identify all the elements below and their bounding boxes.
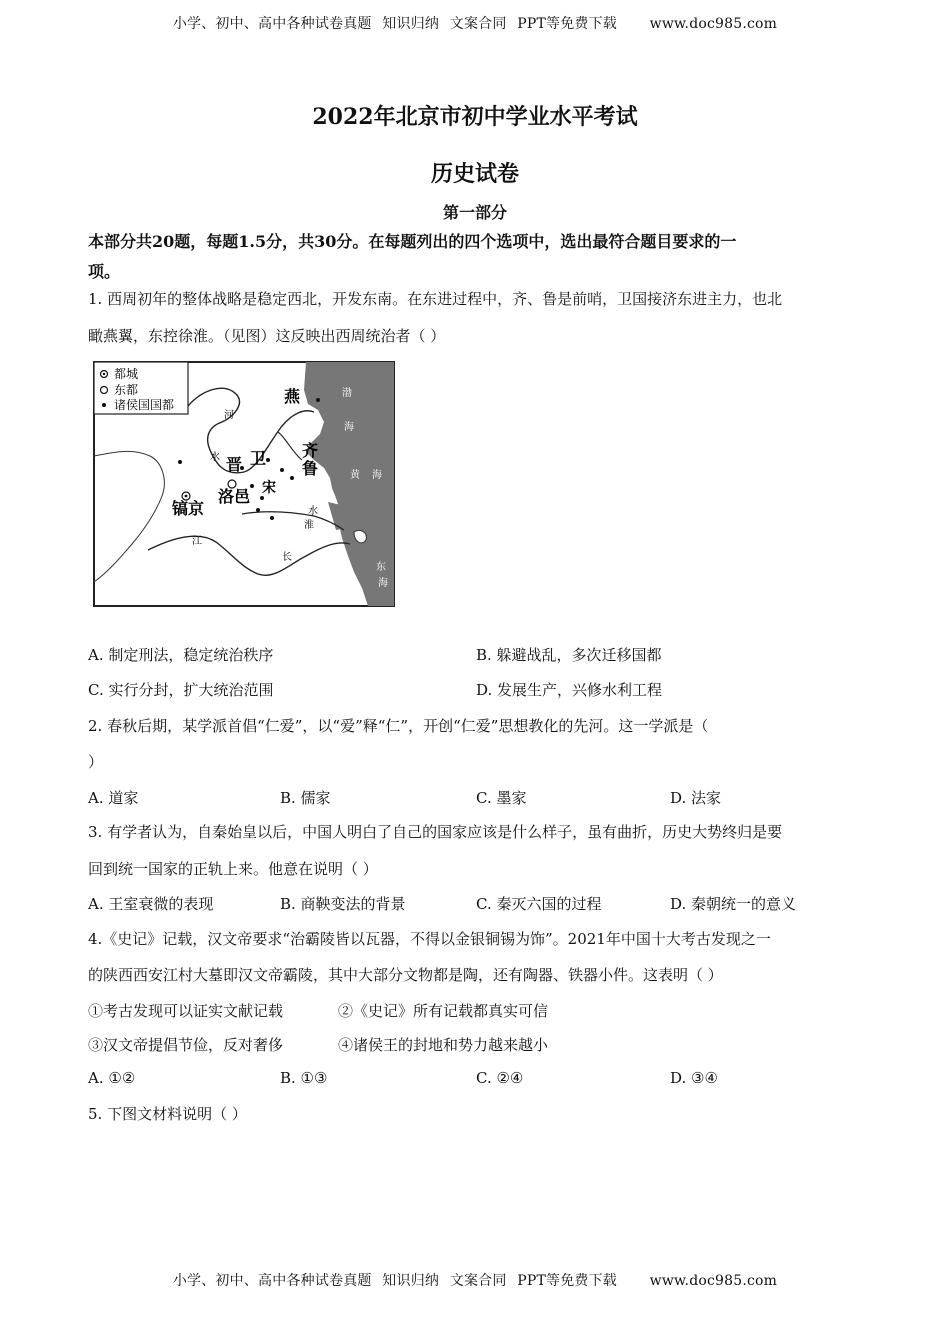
q3-option-b[interactable]: B. 商鞅变法的背景 [280,895,406,913]
label-dong: 东 [376,562,386,573]
q2-stem-line-1: 2. 春秋后期，某学派首倡“仁爱”，以“爱”释“仁”，开创“仁爱”思想教化的先河。这一学派是（ [88,717,709,735]
label-yan: 燕 [284,387,301,406]
q2-option-c[interactable]: C. 墨家 [476,789,527,807]
q2-option-a[interactable]: A. 道家 [88,789,139,807]
footer-url[interactable]: www.doc985.com [649,1273,778,1289]
q1-option-a[interactable]: A. 制定刑法，稳定统治秩序 [88,646,274,664]
q1-option-b[interactable]: B. 躲避战乱，多次迁移国都 [476,646,662,664]
footer-left-text: 小学、初中、高中各种试卷真题 [172,1273,372,1289]
header-url[interactable]: www.doc985.com [649,16,778,32]
city-dot [266,458,270,462]
city-dot [280,468,284,472]
page-header [0,13,950,33]
instructions-line-2: 项。 [88,262,121,281]
q3-stem-line-1: 3. 有学者认为，自秦始皇以后，中国人明白了自己的国家应该是什么样子，虽有曲折，历史大势终归是要 [88,823,783,841]
q4-statement-3: ③汉文帝提倡节俭，反对奢侈 [88,1036,284,1054]
legend-capital-dot [103,373,105,375]
exam-subtitle: 历史试卷 [430,161,519,187]
page-footer [0,1270,950,1290]
label-bo: 渤 [342,388,352,399]
label-shui-1: 水 [210,452,220,463]
city-dot [256,508,260,512]
footer-mid-text2: 文案合同 [449,1273,507,1289]
footer-mid-text: 知识归纳 [382,1273,440,1289]
q4-option-d[interactable]: D. ③④ [670,1069,718,1087]
q1-stem-line-1: 1. 西周初年的整体战略是稳定西北，开发东南。在东进过程中，齐、鲁是前哨，卫国接济东进主力，也北 [88,290,783,308]
q4-option-c[interactable]: C. ②④ [476,1069,524,1087]
label-luoyi: 洛邑 [218,487,251,506]
city-dot [260,496,264,500]
label-huang: 黄 [350,470,360,481]
q4-statement-1: ①考古发现可以证实文献记载 [88,1002,284,1020]
label-jin: 晋 [226,455,243,474]
header-mid-text2: 文案合同 [449,16,507,32]
q2-option-b[interactable]: B. 儒家 [280,789,331,807]
label-qi: 齐 [302,441,319,460]
q1-option-d[interactable]: D. 发展生产，兴修水利工程 [476,681,663,699]
footer-ppt-text: PPT等免费下载 [517,1273,618,1289]
city-dot [250,484,254,488]
label-song: 宋 [262,480,276,496]
q2-option-d[interactable]: D. 法家 [670,789,722,807]
q4-option-b[interactable]: B. ①③ [280,1069,328,1087]
q4-statement-4: ④诸侯王的封地和势力越来越小 [338,1036,549,1054]
header-left-text: 小学、初中、高中各种试卷真题 [172,16,372,32]
legend-east-capital-label: 东都 [114,383,139,397]
city-dot [270,516,274,520]
legend-vassal-label: 诸侯国国都 [114,398,175,412]
city-dot [316,398,320,402]
western-zhou-map [92,360,396,608]
haojing-dot [185,495,188,498]
label-he: 河 [224,410,234,421]
label-huai: 淮 [304,520,314,531]
label-wei: 卫 [250,449,267,468]
label-jiang: 江 [192,536,202,547]
q3-option-d[interactable]: D. 秦朝统一的意义 [670,895,797,913]
q4-stem-line-2: 的陕西西安江村大墓即汉文帝霸陵，其中大部分文物都是陶，还有陶器、铁器小件。这表明（ ） [88,966,723,984]
label-hai-2: 海 [372,470,382,481]
label-hai-3: 海 [378,578,388,589]
q4-statement-2: ②《史记》所有记载都真实可信 [338,1002,549,1020]
q3-stem-line-2: 回到统一国家的正轨上来。他意在说明（ ） [88,860,378,878]
q5-stem-line-1: 5. 下图文材料说明（ ） [88,1105,247,1123]
legend-capital-label: 都城 [114,367,139,381]
label-haojing: 镐京 [172,499,205,518]
q3-option-a[interactable]: A. 王室衰微的表现 [88,895,214,913]
instructions-line-1: 本部分共20题，每题1.5分，共30分。在每题列出的四个选项中，选出最符合题目要求的一 [88,232,737,251]
label-shui-2: 水 [308,506,318,517]
part-heading: 第一部分 [442,203,507,222]
exam-title: 2022年北京市初中学业水平考试 [312,104,638,130]
label-chang: 长 [282,552,292,563]
q3-option-c[interactable]: C. 秦灭六国的过程 [476,895,602,913]
label-lu: 鲁 [302,459,319,478]
q2-stem-line-2: ） [88,753,104,771]
header-mid-text: 知识归纳 [382,16,440,32]
q4-stem-line-1: 4.《史记》记载，汉文帝要求“治霸陵皆以瓦器，不得以金银铜锡为饰”。2021年中国十大考古发现之一 [88,930,771,948]
header-ppt-text: PPT等免费下载 [517,16,618,32]
q4-option-a[interactable]: A. ①② [88,1069,136,1087]
city-dot [290,476,294,480]
q1-stem-line-2: 瞰燕翼，东控徐淮。（见图）这反映出西周统治者（ ） [88,327,446,345]
q1-option-c[interactable]: C. 实行分封，扩大统治范围 [88,681,274,699]
legend-vassal-symbol [102,403,106,407]
city-dot [178,460,182,464]
label-hai-1: 海 [344,422,354,433]
